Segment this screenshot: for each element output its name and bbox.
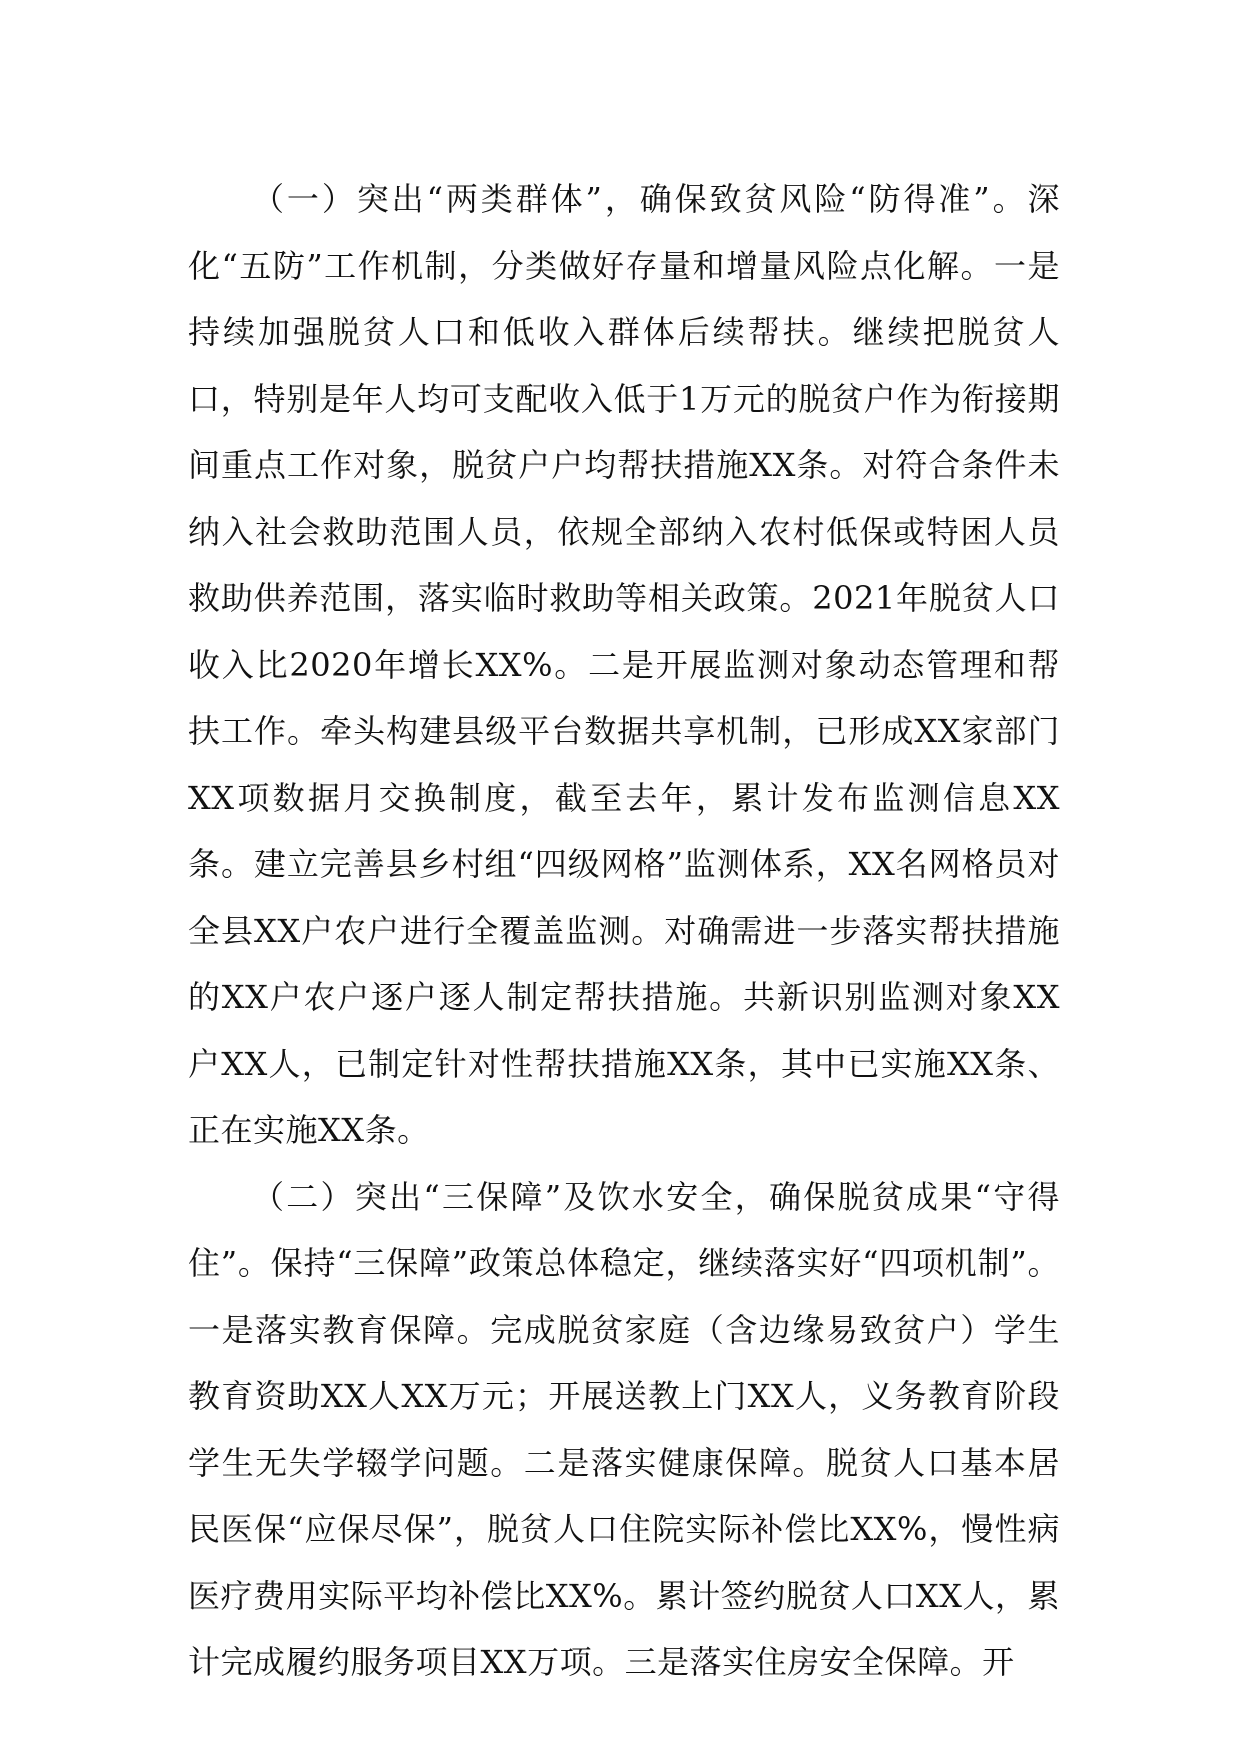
document-body <box>188 166 1060 1696</box>
paragraph-2: （二）突出“三保障”及饮水安全，确保脱贫成果“守得住”。保持“三保障”政策总体稳定，继续落实好“四项机制”。一是落实教育保障。完成脱贫家庭（含边缘易致贫户）学生教育资助XX人XX万元；开展送教上门XX人，义务教育阶段学生无失学辍学问题。二是落实健康保障。脱贫人口基本居民医保“应保尽保”，脱贫人口住院实际补偿比XX%，慢性病医疗费用实际平均补偿比XX%。累计签约脱贫人口XX人，累计完成履约服务项目XX万项。三是落实住房安全保障。开 <box>188 1177 1060 1681</box>
paragraph-1: （一）突出“两类群体”，确保致贫风险“防得准”。深化“五防”工作机制，分类做好存量和增量风险点化解。一是持续加强脱贫人口和低收入群体后续帮扶。继续把脱贫人口，特别是年人均可支配收入低于1万元的脱贫户作为衔接期间重点工作对象，脱贫户户均帮扶措施XX条。对符合条件未纳入社会救助范围人员，依规全部纳入农村低保或特困人员救助供养范围，落实临时救助等相关政策。2021年脱贫人口收入比2020年增长XX%。二是开展监测对象动态管理和帮扶工作。牵头构建县级平台数据共享机制，已形成XX家部门XX项数据月交换制度，截至去年，累计发布监测信息XX条。建立完善县乡村组“四级网格”监测体系，XX名网格员对全县XX户农户进行全覆盖监测。对确需进一步落实帮扶措施的XX户农户逐户逐人制定帮扶措施。共新识别监测对象XX户XX人，已制定针对性帮扶措施XX条，其中已实施XX条、正在实施XX条。 <box>188 180 1060 1149</box>
